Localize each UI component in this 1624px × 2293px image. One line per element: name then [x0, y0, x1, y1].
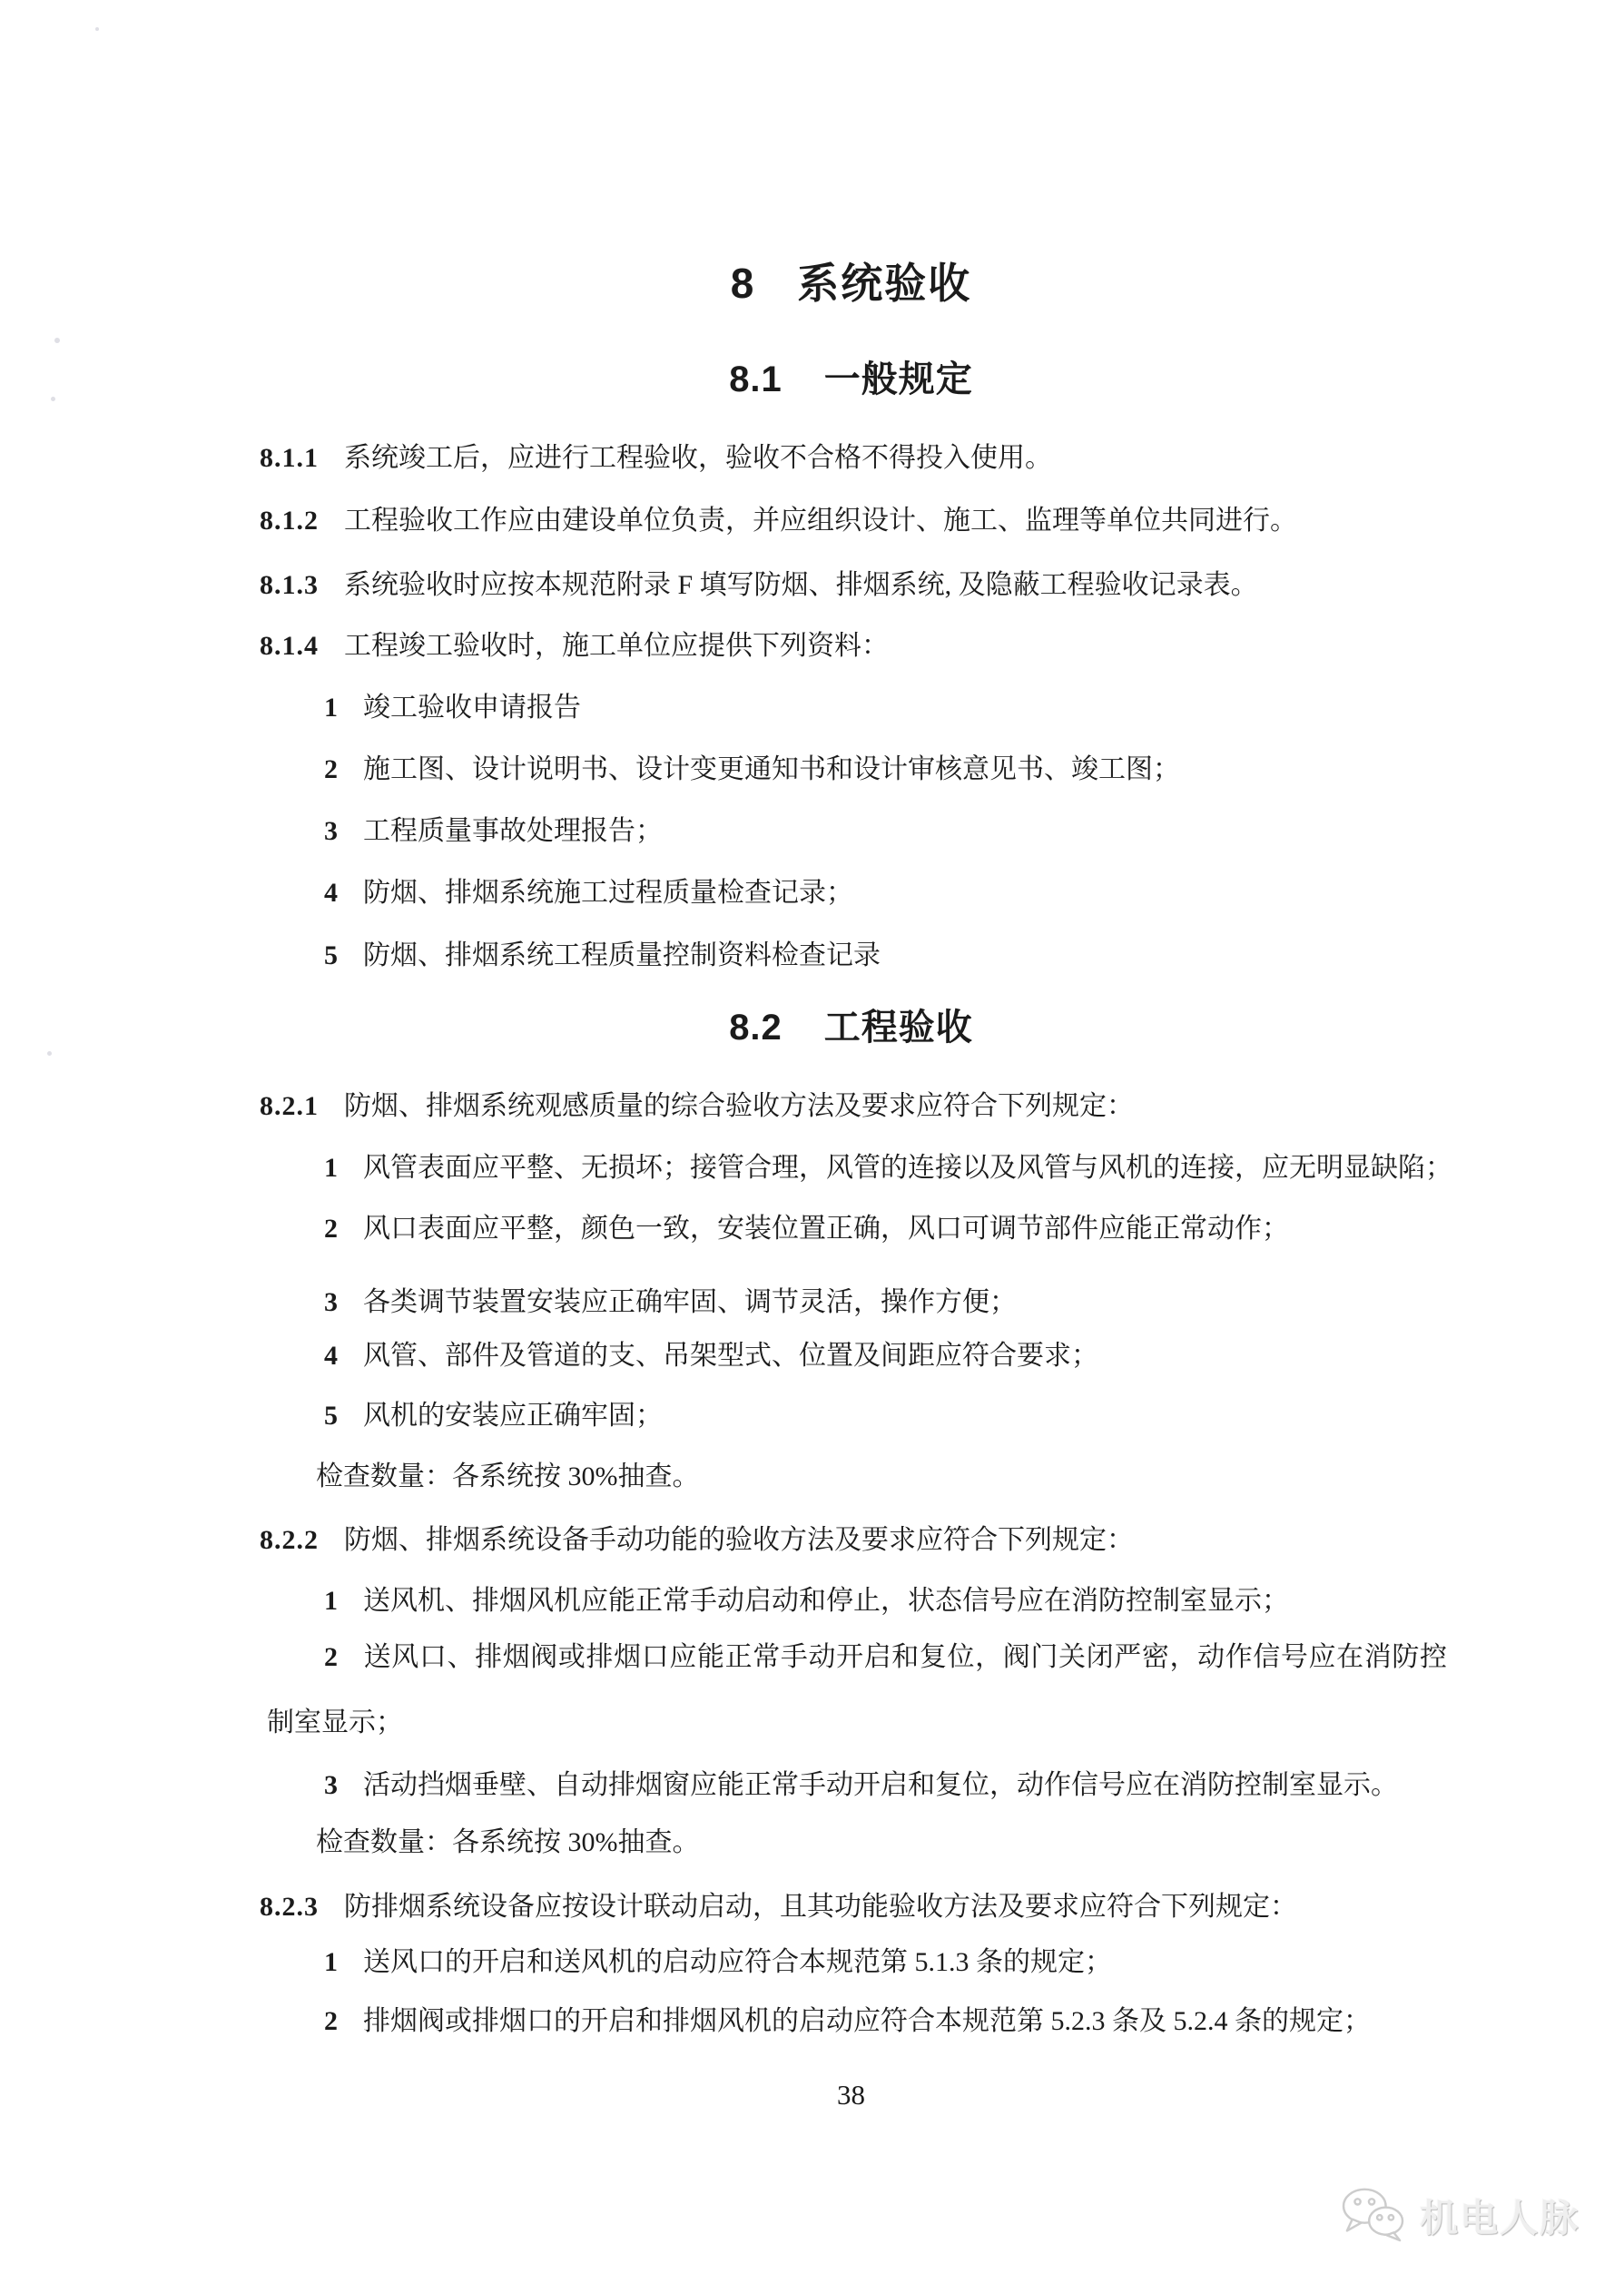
list-item-2: [324, 1210, 1289, 1248]
scan-speck: [54, 338, 60, 343]
item-text: 排烟阀或排烟口的开启和排烟风机的启动应符合本规范第 5.2.3 条及 5.2.4 条的规定；: [363, 2006, 1371, 2036]
item-number: 3: [324, 1770, 338, 1800]
item-number: 2: [324, 1214, 338, 1244]
chapter-title: 系统验收: [797, 260, 972, 307]
item-text: 风管、部件及管道的支、吊架型式、位置及间距应符合要求；: [363, 1341, 1098, 1371]
item-number: 1: [324, 1947, 338, 1977]
wechat-icon: [1338, 2184, 1409, 2247]
watermark-label: 机电人脉: [1420, 2196, 1580, 2239]
section-heading-8-2: [259, 1002, 1443, 1053]
list-item-2: [324, 751, 1180, 789]
item-text: 风口表面应平整，颜色一致，安装位置正确，风口可调节部件应能正常动作；: [363, 1214, 1289, 1244]
clause-number: 8.2.3: [260, 1892, 319, 1922]
item-number: 1: [324, 1153, 338, 1183]
note-text: 检查数量：各系统按 30%抽查。: [316, 1461, 700, 1491]
watermark: [1338, 2184, 1580, 2247]
list-item-5: [324, 1397, 663, 1435]
clause-8-2-1: [260, 1087, 1134, 1126]
list-item-4: [324, 874, 853, 912]
list-item-1: [324, 689, 581, 727]
list-item-2: [267, 1625, 1447, 1756]
note-text: 检查数量：各系统按 30%抽查。: [316, 1827, 700, 1857]
list-item-3: [324, 1766, 1398, 1805]
clause-number: 8.1.1: [260, 443, 319, 473]
chapter-number: 8: [730, 260, 756, 307]
clause-8-2-2: [260, 1521, 1134, 1560]
item-number: 4: [324, 1341, 338, 1371]
clause-number: 8.1.4: [260, 631, 319, 661]
chapter-heading: [259, 256, 1443, 310]
item-number: 1: [324, 1586, 338, 1616]
clause-number: 8.2.1: [260, 1091, 319, 1121]
list-item-5: [324, 937, 881, 975]
list-item-3: [324, 1284, 1017, 1322]
clause-8-1-4: [260, 627, 889, 665]
scan-speck: [51, 397, 55, 401]
clause-text: 工程验收工作应由建设单位负责，并应组织设计、施工、监理等单位共同进行。: [344, 506, 1297, 536]
item-text: 送风口、排烟阀或排烟口应能正常手动开启和复位，阀门关闭严密，动作信号应在消防控制室显示；: [267, 1642, 1447, 1737]
clause-text: 防烟、排烟系统观感质量的综合验收方法及要求应符合下列规定：: [344, 1091, 1134, 1121]
check-quantity-note: [316, 1824, 700, 1862]
page-number: 38: [837, 2079, 865, 2111]
item-number: 1: [324, 693, 338, 723]
item-text: 防烟、排烟系统工程质量控制资料检查记录: [363, 940, 881, 970]
clause-number: 8.1.3: [260, 570, 319, 600]
section-number: 8.2: [729, 1008, 782, 1048]
scan-speck: [95, 27, 99, 31]
item-text: 各类调节装置安装应正确牢固、调节灵活，操作方便；: [363, 1287, 1017, 1317]
check-quantity-note: [316, 1458, 700, 1496]
clause-text: 防排烟系统设备应按设计联动启动，且其功能验收方法及要求应符合下列规定：: [344, 1892, 1297, 1922]
list-item-3: [324, 812, 663, 851]
item-number: 5: [324, 940, 338, 970]
list-item-1: [324, 1944, 1112, 1982]
item-text: 竣工验收申请报告: [363, 693, 581, 723]
clause-number: 8.1.2: [260, 506, 319, 536]
item-number: 2: [324, 1642, 338, 1672]
scan-speck: [47, 1051, 52, 1056]
section-title: 一般规定: [823, 359, 973, 399]
item-text: 活动挡烟垂壁、自动排烟窗应能正常手动开启和复位，动作信号应在消防控制室显示。: [363, 1770, 1398, 1800]
section-number: 8.1: [729, 359, 782, 399]
item-number: 2: [324, 2006, 338, 2036]
section-title: 工程验收: [823, 1008, 973, 1048]
item-number: 4: [324, 878, 338, 908]
clause-8-2-3: [260, 1888, 1297, 1926]
item-text: 风管表面应平整、无损坏；接管合理，风管的连接以及风管与风机的连接，应无明显缺陷；: [363, 1153, 1452, 1183]
section-heading-8-1: [259, 354, 1443, 405]
item-text: 送风机、排烟风机应能正常手动启动和停止，状态信号应在消防控制室显示；: [363, 1586, 1289, 1616]
item-number: 5: [324, 1401, 338, 1431]
list-item-4: [324, 1337, 1098, 1375]
list-item-1: [324, 1149, 1452, 1187]
item-text: 工程质量事故处理报告；: [363, 816, 663, 846]
list-item-2: [324, 2003, 1371, 2041]
item-number: 2: [324, 754, 338, 784]
clause-8-1-3: [260, 566, 1258, 605]
clause-text: 工程竣工验收时，施工单位应提供下列资料：: [344, 631, 889, 661]
item-text: 风机的安装应正确牢固；: [363, 1401, 663, 1431]
item-number: 3: [324, 1287, 338, 1317]
clause-8-1-2: [260, 502, 1297, 540]
clause-8-1-1: [260, 439, 1052, 477]
item-text: 施工图、设计说明书、设计变更通知书和设计审核意见书、竣工图；: [363, 754, 1180, 784]
item-text: 防烟、排烟系统施工过程质量检查记录；: [363, 878, 853, 908]
item-number: 3: [324, 816, 338, 846]
clause-text: 系统竣工后，应进行工程验收，验收不合格不得投入使用。: [344, 443, 1052, 473]
clause-number: 8.2.2: [260, 1525, 319, 1555]
item-text: 送风口的开启和送风机的启动应符合本规范第 5.1.3 条的规定；: [363, 1947, 1112, 1977]
clause-text: 系统验收时应按本规范附录 F 填写防烟、排烟系统, 及隐蔽工程验收记录表。: [344, 570, 1258, 600]
clause-text: 防烟、排烟系统设备手动功能的验收方法及要求应符合下列规定：: [344, 1525, 1134, 1555]
list-item-1: [324, 1582, 1289, 1620]
